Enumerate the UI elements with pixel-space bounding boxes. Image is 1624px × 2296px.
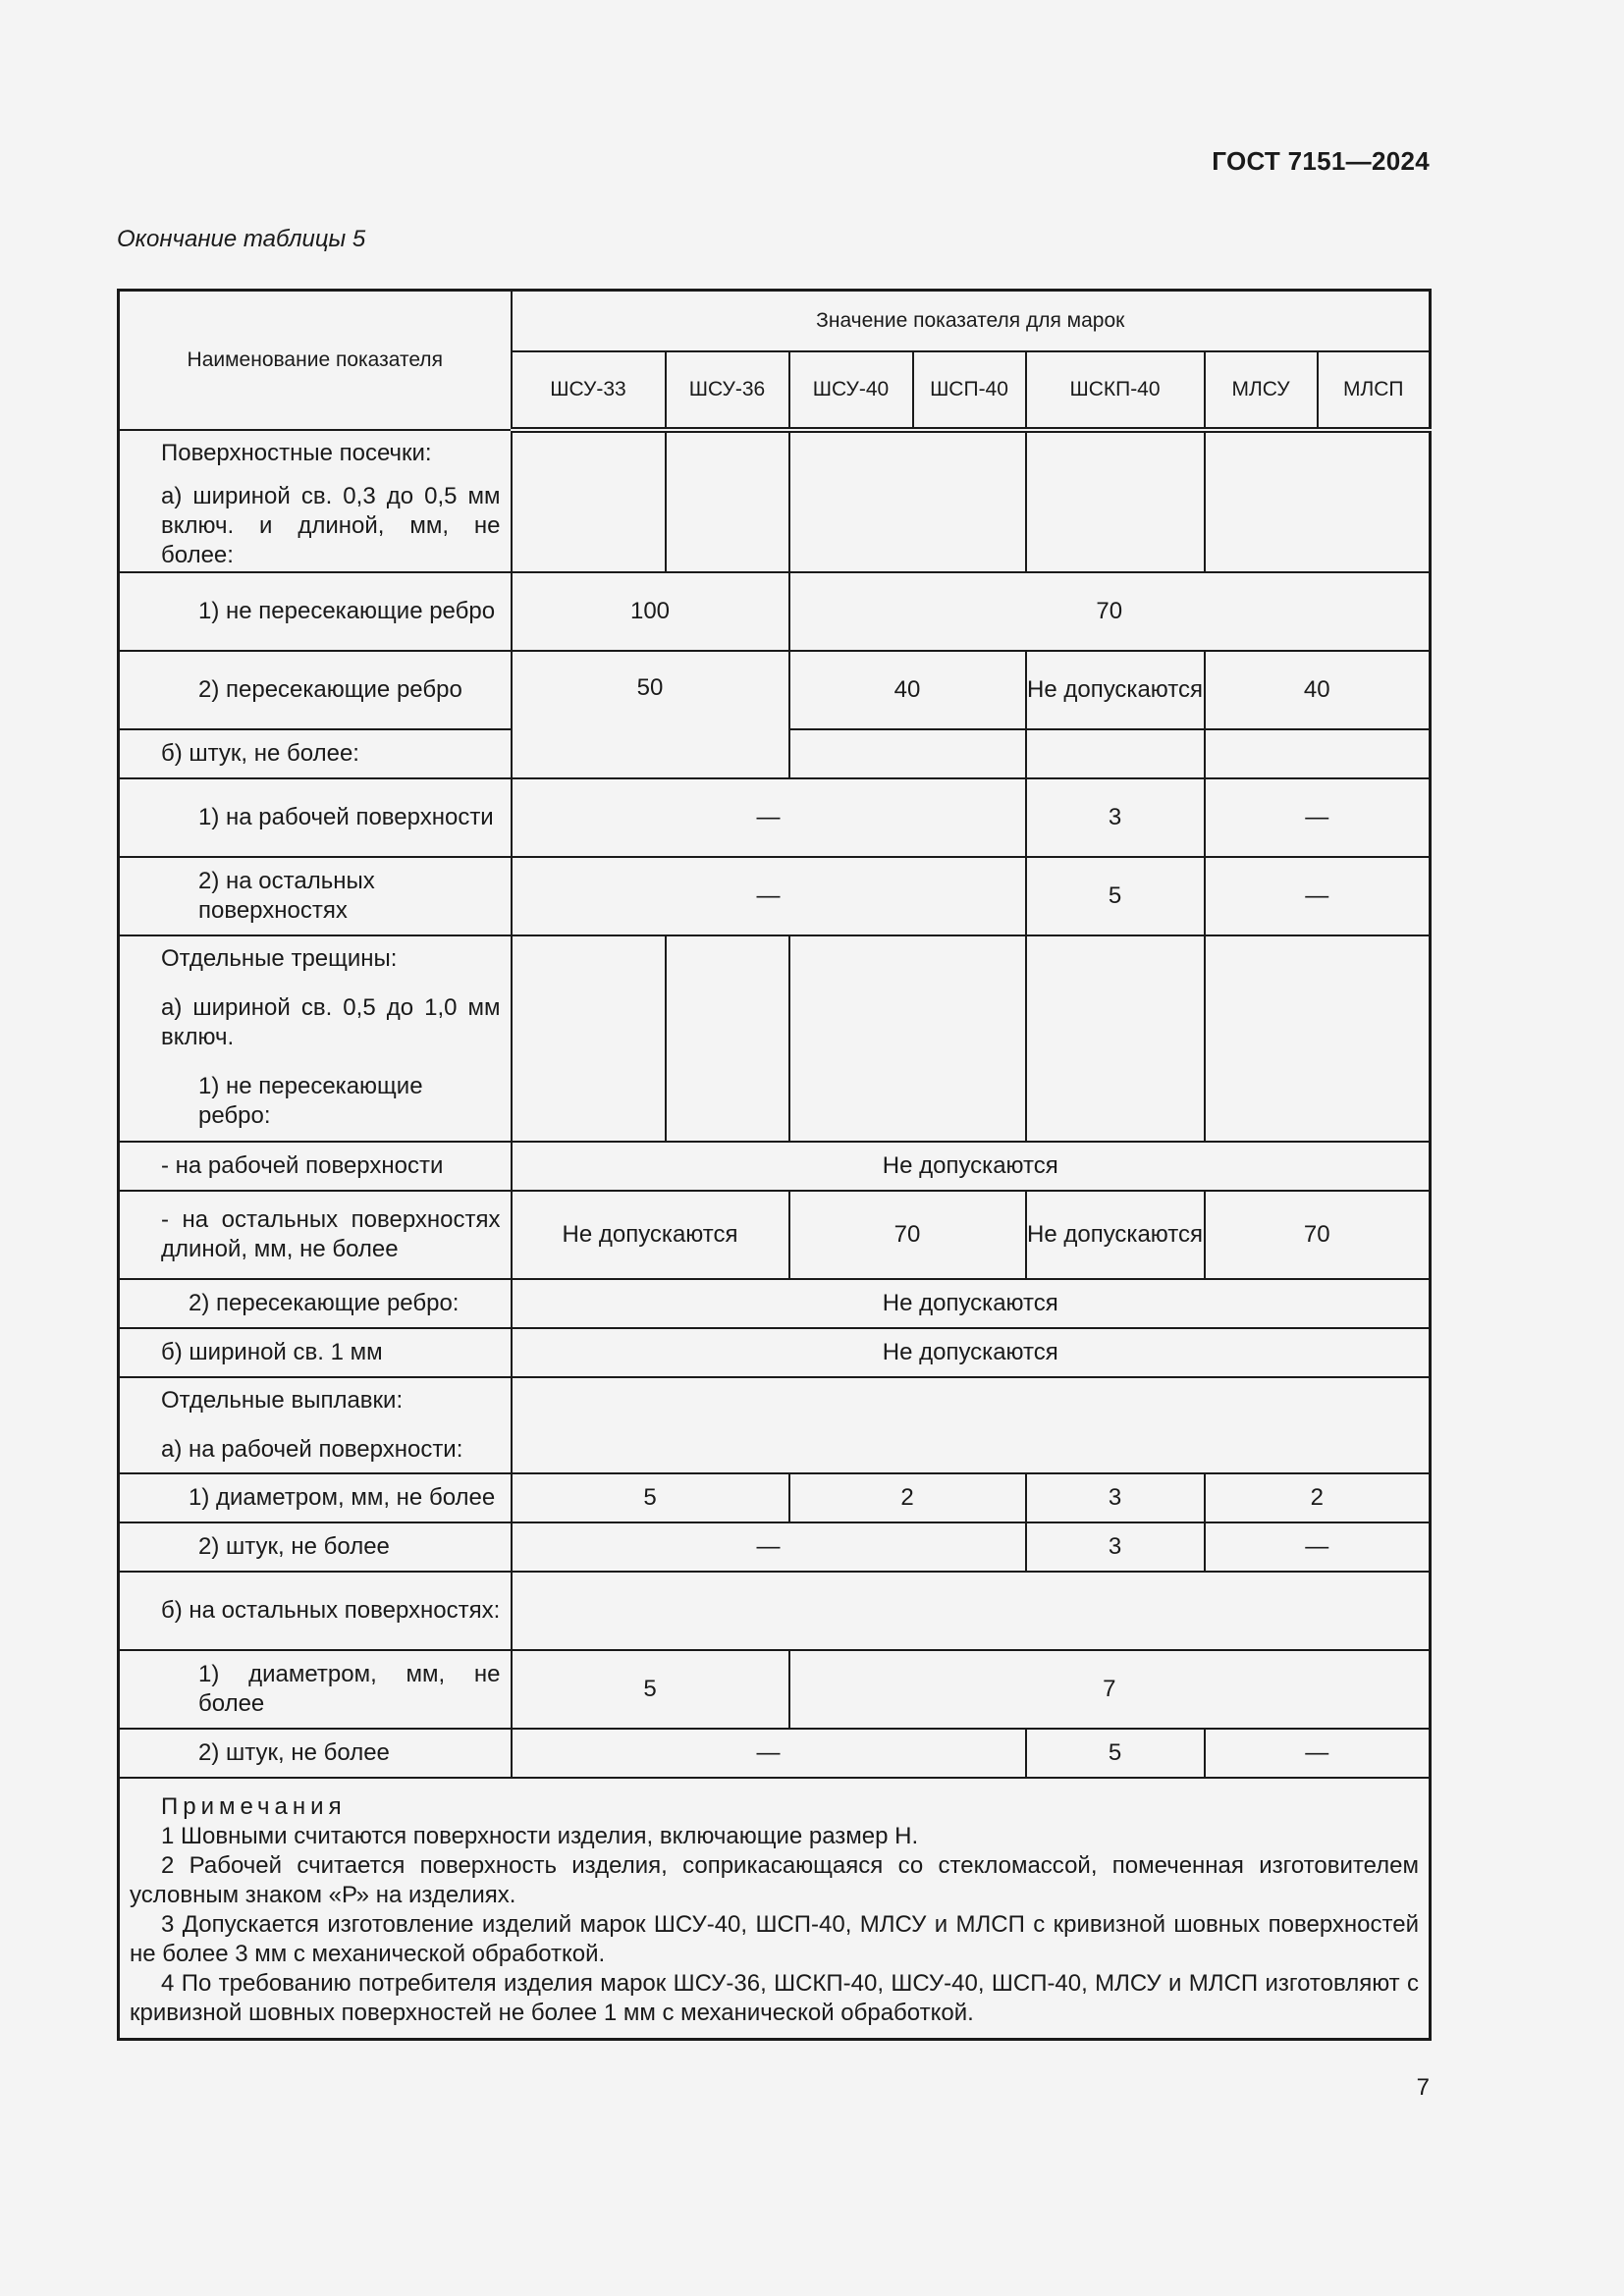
- empty-cell: [512, 430, 666, 572]
- value-cell: 40: [1205, 651, 1431, 729]
- value-cell: 70: [1205, 1191, 1431, 1279]
- value-cell: Не допускаются: [1026, 651, 1205, 729]
- header-mark: ШСУ-36: [666, 351, 789, 430]
- empty-cell: [512, 935, 666, 1142]
- row-label: [119, 1729, 512, 1778]
- requirements-table: [117, 289, 1432, 2041]
- row-label: [119, 1522, 512, 1572]
- row-label: [119, 572, 512, 651]
- row-label-text: 2) штук, не более: [198, 1532, 390, 1560]
- value-cell: 5: [512, 1473, 789, 1522]
- value-cell: 2: [789, 1473, 1026, 1522]
- page-number: 7: [1416, 2074, 1430, 2101]
- row-label: [119, 1473, 512, 1522]
- empty-cell: [1026, 729, 1205, 778]
- row-label: [119, 1191, 512, 1279]
- empty-cell: [666, 935, 789, 1142]
- header-mark: ШСУ-33: [512, 351, 666, 430]
- value-cell: Не допускаются: [512, 1142, 1431, 1191]
- row-label: [119, 1142, 512, 1191]
- header-param: Наименование показателя: [119, 291, 512, 430]
- empty-cell: [512, 1377, 1431, 1473]
- row-label-text: б) штук, не более:: [161, 739, 359, 767]
- row-label-text: - на рабочей поверхности: [161, 1151, 444, 1179]
- header-mark: МЛСП: [1318, 351, 1431, 430]
- value-cell: —: [512, 1729, 1026, 1778]
- header-mark: ШСКП-40: [1026, 351, 1205, 430]
- header-mark: МЛСУ: [1205, 351, 1318, 430]
- header-mark: ШСУ-40: [789, 351, 913, 430]
- value-cell: —: [512, 1522, 1026, 1572]
- row-label: [119, 430, 512, 572]
- row-label: [119, 651, 512, 729]
- subsection-label: а) шириной св. 0,5 до 1,0 мм включ.: [161, 993, 501, 1050]
- value-cell: Не допускаются: [512, 1279, 1431, 1328]
- row-label-text: 2) пересекающие ребро: [198, 675, 462, 703]
- value-cell: 70: [789, 572, 1431, 651]
- empty-cell: [789, 430, 1026, 572]
- row-label-text: - на остальных поверхностях длиной, мм, не более: [161, 1205, 501, 1262]
- row-label-text: б) на остальных поверхностях:: [161, 1596, 501, 1624]
- row-label-text: 2) на остальных поверхностях: [198, 867, 375, 924]
- header-group: Значение показателя для марок: [512, 291, 1431, 351]
- subsection-label: а) шириной св. 0,3 до 0,5 мм включ. и длиной, мм, не более:: [161, 482, 501, 568]
- row-label: [119, 1572, 512, 1650]
- empty-cell: [789, 729, 1026, 778]
- value-cell: 3: [1026, 1473, 1205, 1522]
- subsection-label: а) на рабочей поверхности:: [161, 1435, 463, 1463]
- header-mark: ШСП-40: [913, 351, 1026, 430]
- value-cell: 3: [1026, 778, 1205, 857]
- value-cell: 50: [512, 651, 789, 778]
- note-item: 2 Рабочей считается поверхность изделия, соприкасающаяся со стекломассой, помеченная изготовителем условным знаком «Р» на изделиях.: [130, 1851, 1420, 1908]
- value-cell: Не допускаются: [1026, 1191, 1205, 1279]
- value-cell: —: [1205, 1729, 1431, 1778]
- row-label: [119, 729, 512, 778]
- value-cell: 5: [1026, 857, 1205, 935]
- row-label: [119, 778, 512, 857]
- row-label: [119, 1279, 512, 1328]
- value-cell: 40: [789, 651, 1026, 729]
- value-cell: 5: [1026, 1729, 1205, 1778]
- value-cell: Не допускаются: [512, 1328, 1431, 1377]
- note-item: 1 Шовными считаются поверхности изделия, включающие размер Н.: [161, 1822, 919, 1849]
- row-label: [119, 857, 512, 935]
- empty-cell: [1205, 430, 1431, 572]
- row-label-text: 1) диаметром, мм, не более: [198, 1660, 501, 1717]
- table-caption: Окончание таблицы 5: [117, 226, 366, 252]
- section-title: Поверхностные посечки:: [161, 439, 432, 466]
- section-title: Отдельные выплавки:: [161, 1386, 404, 1414]
- value-cell: Не допускаются: [512, 1191, 789, 1279]
- row-label: [119, 1650, 512, 1729]
- row-label-text: 2) штук, не более: [198, 1738, 390, 1766]
- row-label-text: 1) на рабочей поверхности: [198, 803, 494, 830]
- notes-block: [119, 1778, 1431, 2040]
- empty-cell: [1026, 430, 1205, 572]
- row-label: [119, 935, 512, 1142]
- value-cell: —: [1205, 1522, 1431, 1572]
- note-item: 4 По требованию потребителя изделия марок ШСУ-36, ШСКП-40, ШСУ-40, ШСП-40, МЛСУ и МЛСП изготовляют с кривизной шовных поверхностей не более 1 мм с механической обработкой.: [130, 1969, 1420, 2026]
- value-cell: —: [512, 857, 1026, 935]
- empty-cell: [666, 430, 789, 572]
- empty-cell: [1205, 935, 1431, 1142]
- empty-cell: [1205, 729, 1431, 778]
- row-label: [119, 1328, 512, 1377]
- value-cell: 70: [789, 1191, 1026, 1279]
- notes-title: Примечания: [161, 1792, 347, 1820]
- row-label-text: 1) диаметром, мм, не более: [189, 1483, 496, 1511]
- empty-cell: [1026, 935, 1205, 1142]
- value-cell: 5: [512, 1650, 789, 1729]
- value-cell: 7: [789, 1650, 1431, 1729]
- row-label-text: б) шириной св. 1 мм: [161, 1338, 383, 1365]
- section-title: Отдельные трещины:: [161, 944, 398, 972]
- row-label-text: 2) пересекающие ребро:: [189, 1289, 460, 1316]
- value-cell: 100: [512, 572, 789, 651]
- value-cell: 2: [1205, 1473, 1431, 1522]
- document-code: ГОСТ 7151—2024: [1212, 146, 1430, 176]
- empty-cell: [789, 935, 1026, 1142]
- value-cell: 3: [1026, 1522, 1205, 1572]
- value-cell: —: [1205, 857, 1431, 935]
- value-cell: —: [512, 778, 1026, 857]
- empty-cell: [512, 1572, 1431, 1650]
- subsection-label: 1) не пересекающие ребро:: [198, 1072, 423, 1129]
- note-item: 3 Допускается изготовление изделий марок ШСУ-40, ШСП-40, МЛСУ и МЛСП с кривизной шовных поверхностей не более 3 мм с механической обработкой.: [130, 1910, 1420, 1967]
- row-label: [119, 1377, 512, 1473]
- row-label-text: 1) не пересекающие ребро: [198, 597, 496, 624]
- value-cell: —: [1205, 778, 1431, 857]
